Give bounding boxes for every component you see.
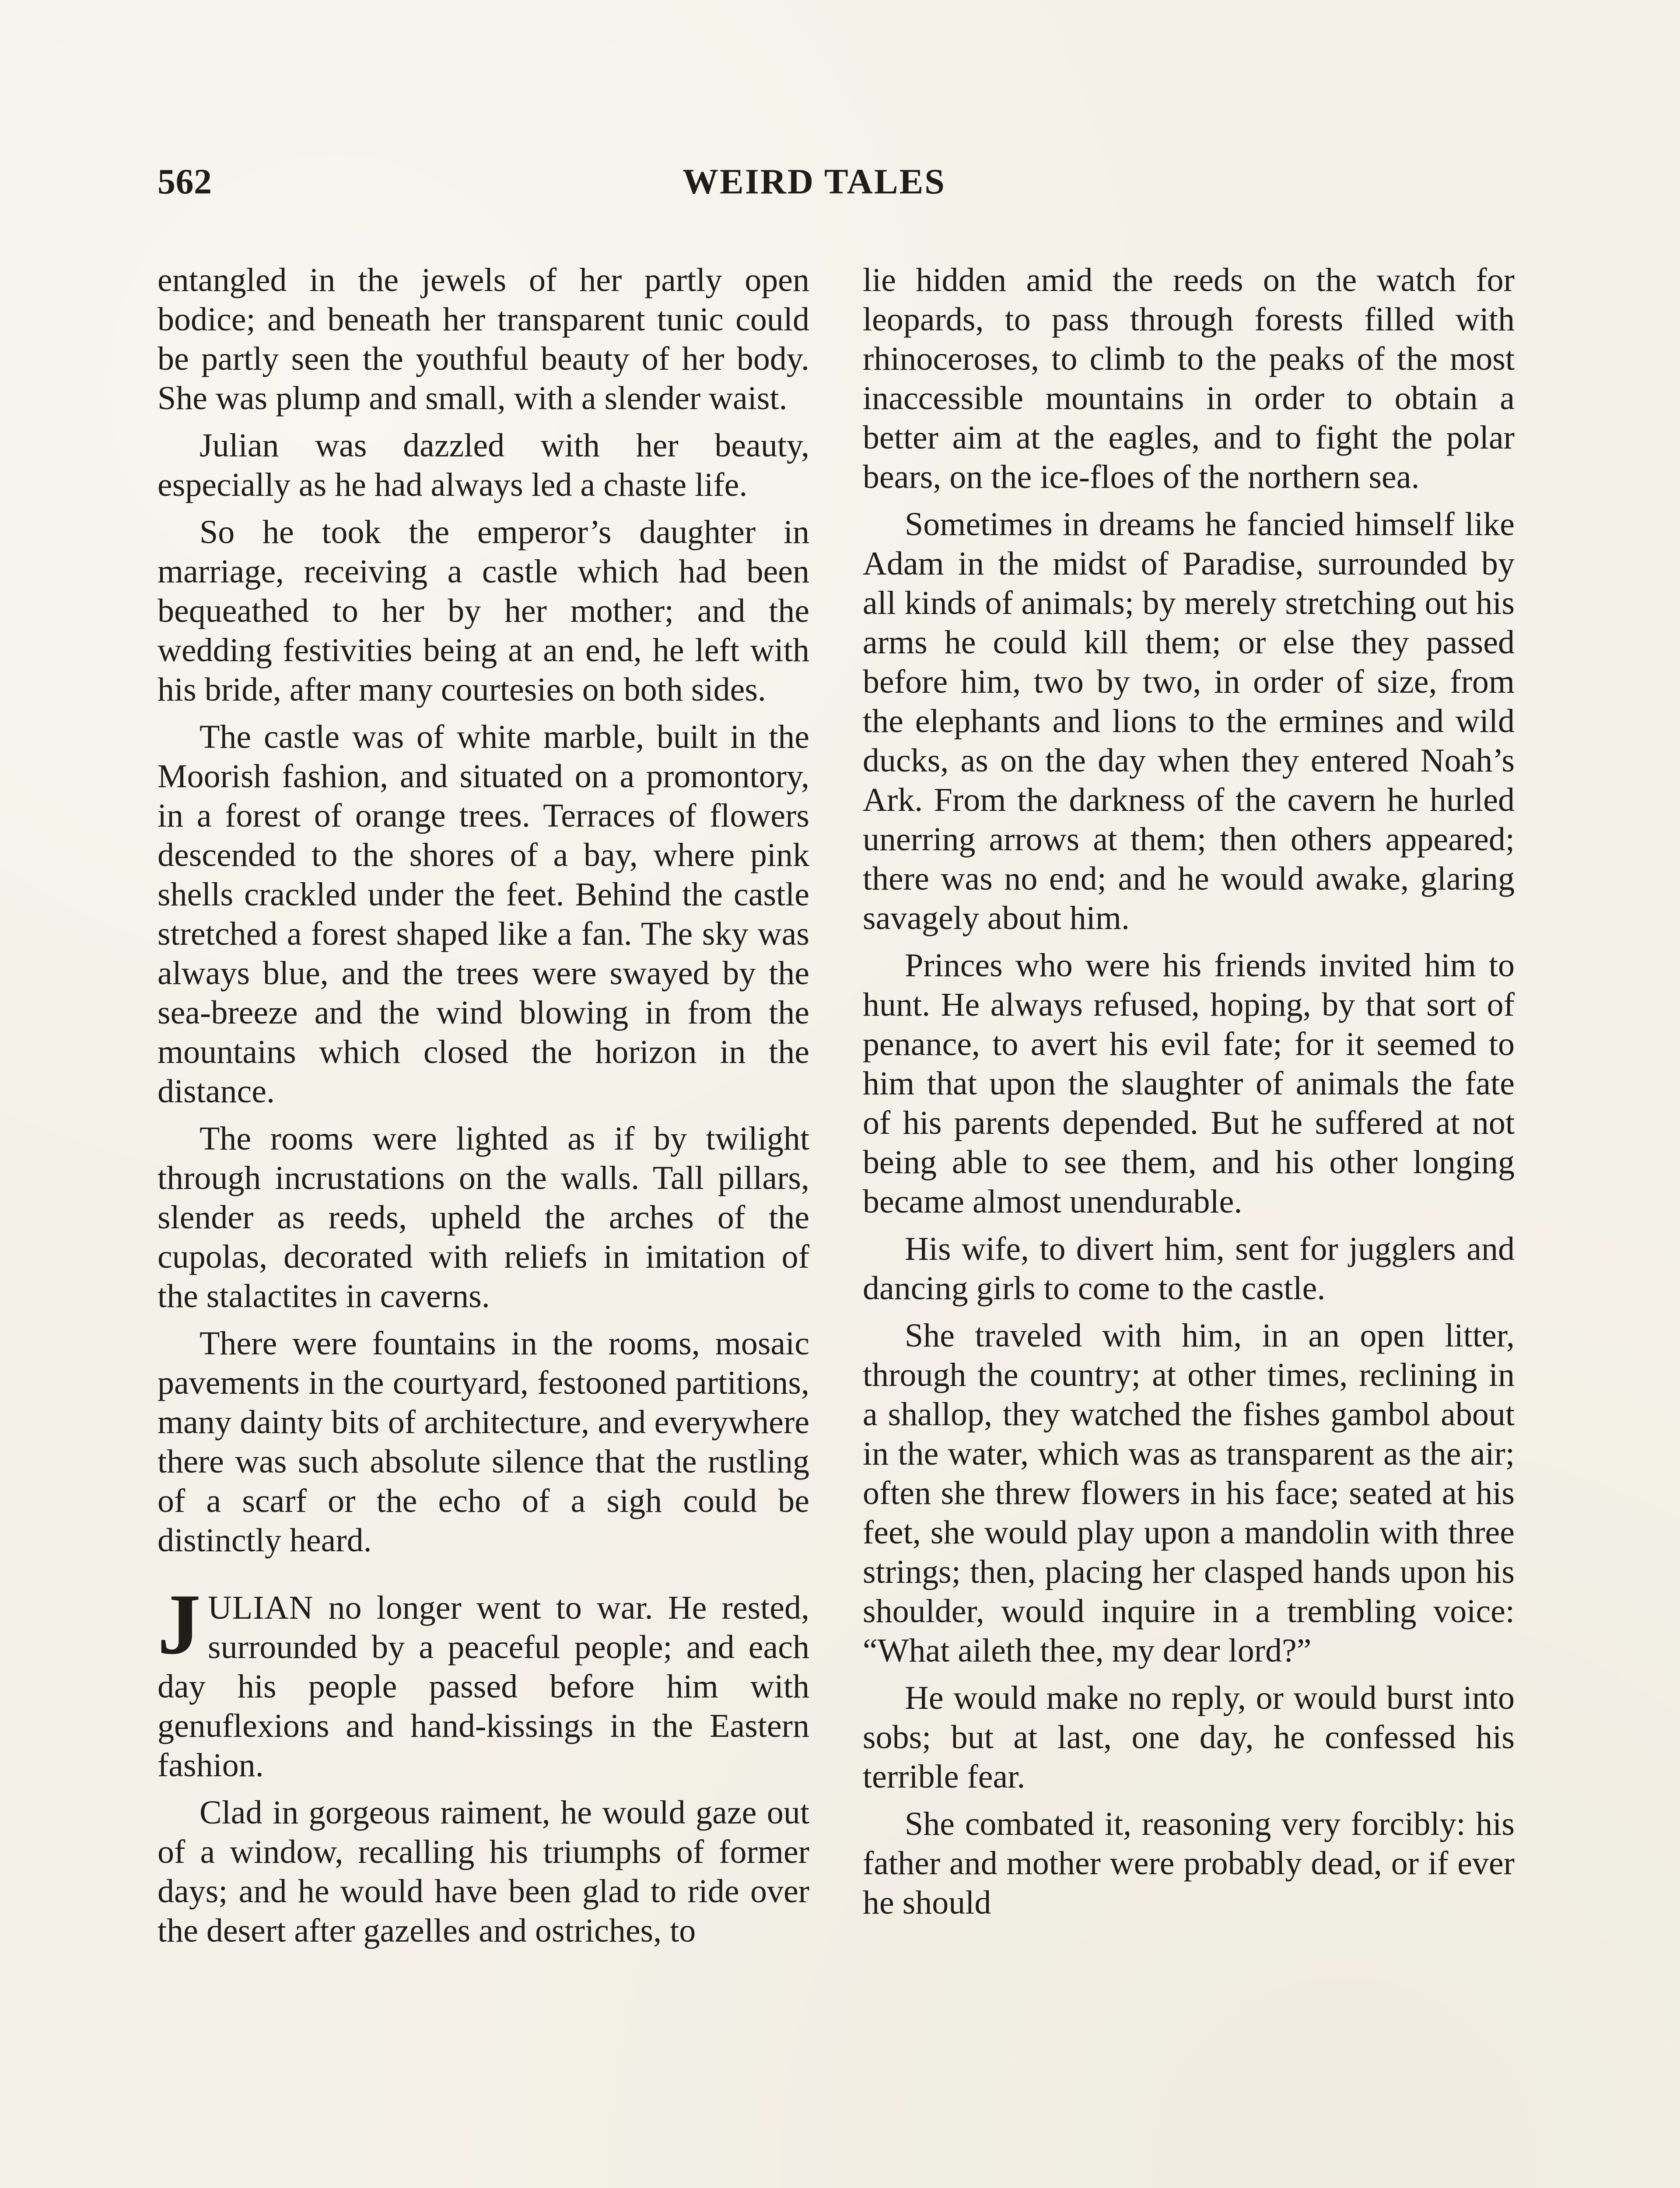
right-paragraph-4: His wife, to divert him, sent for jugglers and dancing girls to come to the castle.: [863, 1231, 1515, 1307]
section-start-paragraph: [158, 1576, 809, 1785]
page-header: [0, 161, 1680, 214]
left-paragraph-5: The rooms were lighted as if by twilight through incrustations on the walls. Tall pillars, slender as reeds, upheld the arches of the cupolas, decorated with reliefs in imitation of the stalactites in caverns.: [158, 1120, 809, 1315]
left-paragraph-4: The castle was of white marble, built in the Moorish fashion, and situated on a promontory, in a forest of orange trees. Terraces of flowers descended to the shores of a bay, where pink shells crackled under the feet. Behind the castle stretched a forest shaped like a fan. The sky was always blue, and the trees were swayed by the sea-breeze and the wind blowing in from the mountains which closed the horizon in the distance.: [158, 719, 809, 1110]
right-paragraph-1: lie hidden amid the reeds on the watch for leopards, to pass through forests filled with rhinoceroses, to climb to the peaks of the most inaccessible mountains in order to obtain a better aim at the eagles, and to fight the polar bears, on the ice-floes of the northern sea.: [863, 262, 1515, 495]
left-paragraph-6: There were fountains in the rooms, mosaic pavements in the courtyard, festooned partitions, many dainty bits of architecture, and everywhere there was such absolute silence that the rustling of a scarf or the echo of a sigh could be distinctly heard.: [158, 1325, 809, 1559]
left-paragraph-tail: Clad in gorgeous raiment, he would gaze out of a window, recalling his triumphs of former days; and he would have been glad to ride over the desert after gazelles and ostriches, to: [158, 1794, 809, 1949]
section-small-caps: ULIAN: [208, 1589, 314, 1626]
right-column: [863, 260, 1515, 1930]
right-paragraph-6: He would make no reply, or would burst into sobs; but at last, one day, he confessed his terrible fear.: [863, 1680, 1515, 1795]
right-paragraph-2: Sometimes in dreams he fancied himself like Adam in the midst of Paradise, surrounded by all kinds of animals; by merely stretching out his arms he could kill them; or else they passed before him, two by two, in order of size, from the elephants and lions to the ermines and wild ducks, as on the day when they entered Noah’s Ark. From the darkness of the cavern he hurled unerring arrows at them; then others appeared; there was no end; and he would awake, glaring savagely about him.: [863, 506, 1515, 936]
section-rest: no longer went to war. He rested, surrounded by a peaceful people; and each day his people passed before him with genuflexions and hand-kissings in the Eastern fashion.: [158, 1589, 809, 1784]
right-paragraph-5: She traveled with him, in an open litter, through the country; at other times, reclining in a shallop, they watched the fishes gambol about in the water, which was as transparent as the air; often she threw flowers in his face; seated at his feet, she would play upon a mandolin with three strings; then, placing her clasped hands upon his shoulder, would inquire in a trembling voice: “What aileth thee, my dear lord?”: [863, 1317, 1515, 1669]
left-column: [158, 260, 809, 1958]
right-paragraph-7: She combated it, reasoning very forcibly: his father and mother were probably dead, or if ever he should: [863, 1806, 1515, 1921]
drop-cap: J: [158, 1576, 201, 1672]
running-title: WEIRD TALES: [682, 161, 946, 201]
left-paragraph-2: Julian was dazzled with her beauty, especially as he had always led a chaste life.: [158, 427, 809, 503]
left-paragraph-1: entangled in the jewels of her partly open bodice; and beneath her transparent tunic could be partly seen the youthful beauty of her body. She was plump and small, with a slender waist.: [158, 262, 809, 417]
right-paragraph-3: Princes who were his friends invited him to hunt. He always refused, hoping, by that sort of penance, to avert his evil fate; for it seemed to him that upon the slaughter of animals the fate of his parents depended. But he suffered at not being able to see them, and his other longing became almost unendurable.: [863, 947, 1515, 1220]
left-paragraph-3: So he took the emperor’s daughter in marriage, receiving a castle which had been bequeathed to her by her mother; and the wedding festivities being at an end, he left with his bride, after many courtesies on both sides.: [158, 514, 809, 708]
page-number: 562: [158, 161, 212, 201]
